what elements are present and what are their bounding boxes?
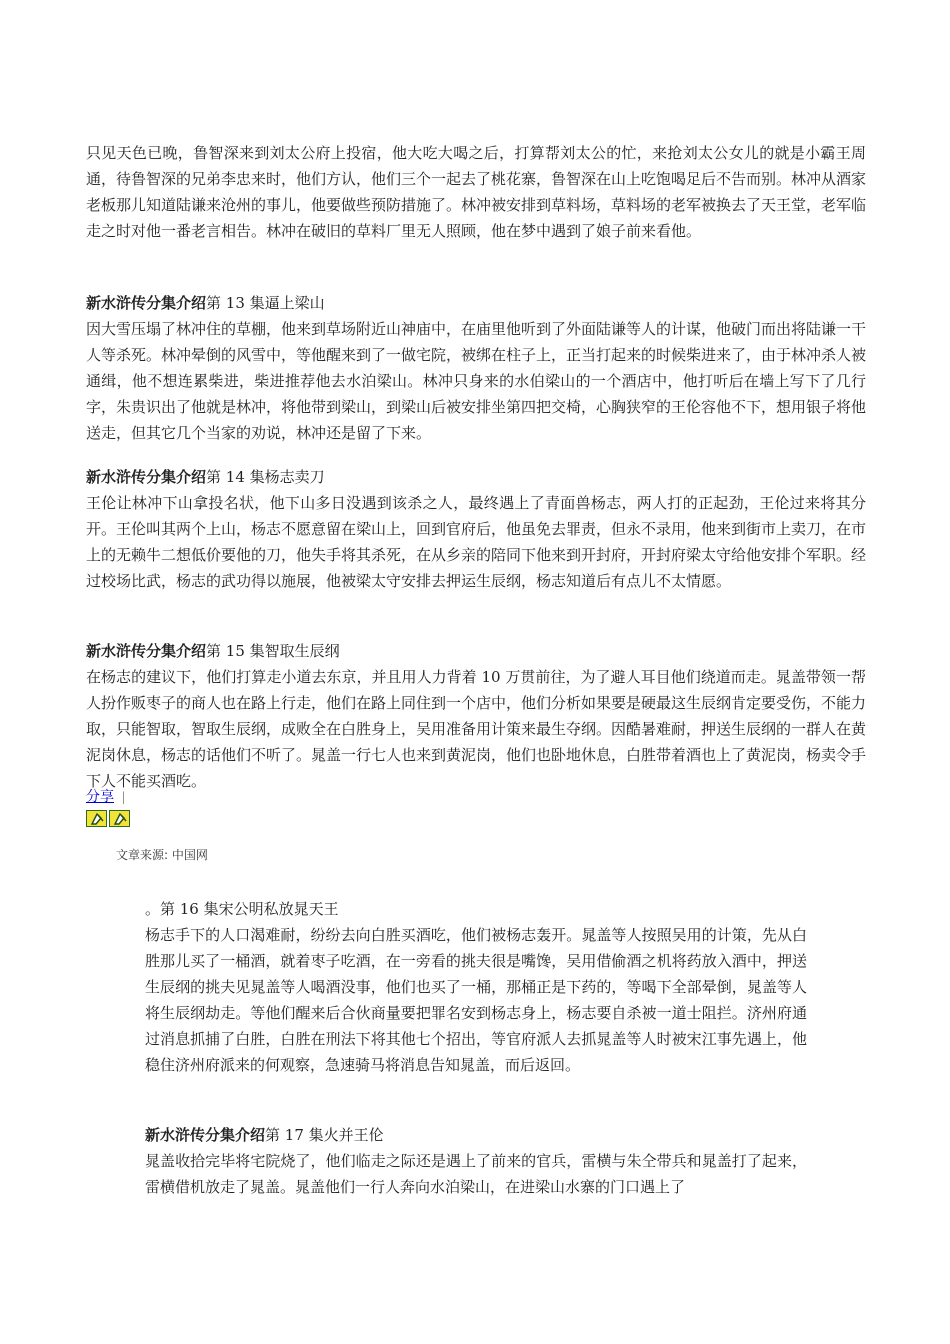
episode-13-section (86, 290, 866, 446)
episode-title: 第 15 集智取生辰纲 (206, 642, 340, 660)
episode-title: 第 14 集杨志卖刀 (206, 468, 325, 486)
episode-title: 第 17 集火并王伦 (265, 1126, 384, 1144)
section-label: 新水浒传分集介绍 (86, 642, 207, 660)
episode-body: 杨志手下的人口渴难耐，纷纷去向白胜买酒吃，他们被杨志轰开。晁盖等人按照吴用的计策，先从白胜那儿买了一桶酒，就着枣子吃酒，在一旁看的挑夫很是嘴馋，吴用借偷酒之机将药放入酒中，押送生辰纲的挑夫见晁盖等人喝酒没事，他们也买了一桶，那桶正是下药的，等喝下全部晕倒，晁盖等人将生辰纲劫走。等他们醒来后合伙商量要把罪名安到杨志身上，杨志要自杀被一道士阻拦。济州府通过消息抓捕了白胜，白胜在刑法下将其他七个招出，等官府派人去抓晁盖等人时被宋江事先遇上，他稳住济州府派来的何观察，急速骑马将消息告知晁盖，而后返回。 (145, 926, 807, 1074)
episode-heading (86, 638, 866, 664)
share-link[interactable]: 分享 (86, 790, 114, 805)
share-icon (89, 812, 105, 826)
article-source: 文章来源: 中国网 (116, 848, 208, 862)
share-icon-button-1[interactable] (86, 810, 107, 827)
episode-heading (86, 290, 866, 316)
section-label: 新水浒传分集介绍 (86, 294, 207, 312)
episode-body: 王伦让林冲下山拿投名状，他下山多日没遇到该杀之人，最终遇上了青面兽杨志，两人打的正起劲，王伦过来将其分开。王伦叫其两个上山，杨志不愿意留在梁山上，回到官府后，他虽免去罪责，但永不录用，他来到街市上卖刀，在市上的无赖牛二想低价要他的刀，他失手将其杀死，在从乡亲的陪同下他来到开封府，开封府梁太守给他安排个军职。经过校场比武，杨志的武功得以施展，他被梁太守安排去押运生辰纲，杨志知道后有点儿不太情愿。 (86, 494, 867, 590)
episode-body: 因大雪压塌了林冲住的草棚，他来到草场附近山神庙中，在庙里他听到了外面陆谦等人的计谋，他破门而出将陆谦一干人等杀死。林冲晕倒的风雪中，等他醒来到了一做宅院，被绑在柱子上，正当打起来的时候柴进来了，由于林冲杀人被通缉，他不想连累柴进，柴进推荐他去水泊梁山。林冲只身来的水伯梁山的一个酒店中，他打听后在墙上写下了几行字，朱贵识出了他就是林冲，将他带到梁山，到梁山后被安排坐第四把交椅，心胸狭窄的王伦容他不下，想用银子将他送走，但其它几个当家的劝说，林冲还是留了下来。 (86, 320, 867, 442)
share-separator: | (122, 790, 125, 805)
episode-body: 在杨志的建议下，他们打算走小道去东京，并且用人力背着 10 万贯前往，为了避人耳目他们绕道而走。晁盖带领一帮人扮作贩枣子的商人也在路上行走，他们在路上同住到一个店中，他们分析如果要是硬最这生辰纲肯定要受伤，不能力取，只能智取，智取生辰纲，成败全在白胜身上，吴用准备用计策来最生夺纲。因酷暑难耐，押送生辰纲的一群人在黄泥岗休息，杨志的话他们不听了。晁盖一行七人也来到黄泥岗，他们也卧地休息，白胜带着酒也上了黄泥岗，杨卖令手下人不能买酒吃。 (86, 668, 867, 790)
episode-15-section (86, 638, 866, 794)
section-label: 新水浒传分集介绍 (86, 468, 207, 486)
share-bar (86, 788, 125, 808)
episode-heading (145, 1122, 807, 1148)
episode-16-section (145, 896, 807, 1078)
episode-17-section (145, 1122, 807, 1200)
intro-text: 只见天色已晚，鲁智深来到刘太公府上投宿，他大吃大喝之后，打算帮刘太公的忙，来抢刘太公女儿的就是小霸王周通，待鲁智深的兄弟李忠来时，他们方认，他们三个一起去了桃花寨，鲁智深在山上吃饱喝足后不告而别。林冲从酒家老板那儿知道陆谦来沧州的事儿，他要做些预防措施了。林冲被安排到草料场，草料场的老军被换去了天王堂，老军临走之时对他一番老言相告。林冲在破旧的草料厂里无人照顾，他在梦中遇到了娘子前来看他。 (86, 144, 867, 240)
section-label: 新水浒传分集介绍 (145, 1126, 266, 1144)
episode-14-section (86, 464, 866, 594)
share-buttons (86, 810, 130, 827)
episode-title: 。第 16 集宋公明私放晁天王 (145, 900, 339, 918)
episode-title: 第 13 集逼上梁山 (206, 294, 325, 312)
episode-body: 晁盖收拾完毕将宅院烧了，他们临走之际还是遇上了前来的官兵，雷横与朱仝带兵和晁盖打了起来，雷横借机放走了晁盖。晁盖他们一行人奔向水泊梁山，在进梁山水寨的门口遇上了 (145, 1152, 807, 1196)
share-icon-button-2[interactable] (109, 810, 130, 827)
share-icon (112, 812, 128, 826)
episode-heading (86, 464, 866, 490)
intro-paragraph (86, 140, 866, 244)
